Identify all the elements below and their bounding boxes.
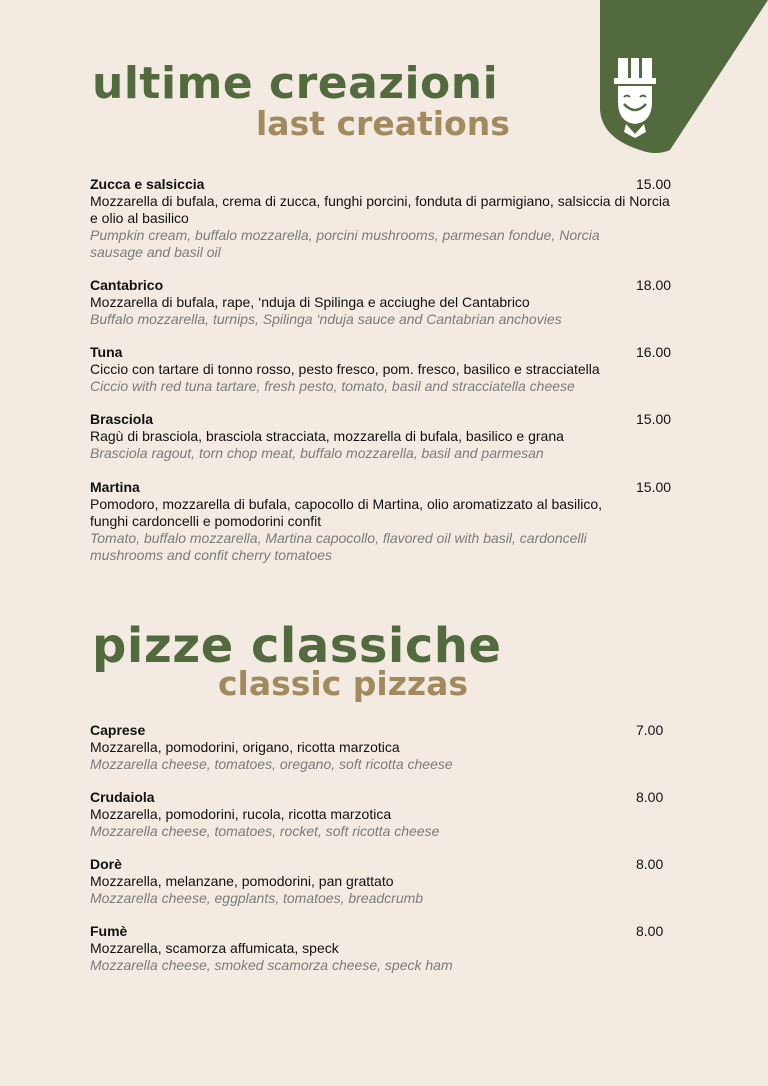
item-price: 15.00 [636, 411, 672, 427]
item-description-english: Tomato, buffalo mozzarella, Martina capocollo, flavored oil with basil, cardoncelli mushrooms and confit cherry tomatoes [90, 530, 587, 563]
item-description: Mozzarella, pomodorini, rucola, ricotta marzotica [90, 806, 392, 822]
item-description: Mozzarella di bufala, rape, ‘nduja di Spilinga e acciughe del Cantabrico [90, 294, 530, 310]
item-description-english: Mozzarella cheese, tomatoes, oregano, soft ricotta cheese [90, 756, 453, 772]
item-price: 8.00 [636, 923, 664, 939]
item-name: Crudaiola [90, 789, 155, 805]
item-description-english: Mozzarella cheese, eggplants, tomatoes, breadcrumb [90, 890, 424, 906]
menu-item [90, 411, 676, 462]
section-title-italian: ultime creazioni [92, 58, 499, 109]
item-name: Brasciola [90, 411, 154, 427]
item-price: 16.00 [636, 344, 672, 360]
menu-item [90, 722, 676, 773]
item-price: 7.00 [636, 722, 664, 738]
item-description: Mozzarella, melanzane, pomodorini, pan grattato [90, 873, 394, 889]
item-price: 8.00 [636, 789, 664, 805]
item-price: 18.00 [636, 277, 672, 293]
item-name: Tuna [90, 344, 123, 360]
item-name: Dorè [90, 856, 122, 872]
item-name: Zucca e salsiccia [90, 176, 205, 192]
section-title-english: last creations [256, 104, 510, 143]
item-description: Mozzarella, pomodorini, origano, ricotta marzotica [90, 739, 400, 755]
item-name: Caprese [90, 722, 146, 738]
item-name: Cantabrico [90, 277, 164, 293]
item-description-english: Pumpkin cream, buffalo mozzarella, porcini mushrooms, parmesan fondue, Norcia sausage and basil oil [90, 227, 600, 260]
menu-item [90, 277, 676, 328]
item-description-english: Buffalo mozzarella, turnips, Spilinga ‘nduja sauce and Cantabrian anchovies [90, 311, 562, 327]
section-title-italian: pizze classiche [92, 618, 502, 674]
item-description-english: Brasciola ragout, torn chop meat, buffalo mozzarella, basil and parmesan [90, 445, 544, 461]
section-heading-classic-pizzas [92, 618, 502, 703]
menu-item [90, 923, 676, 974]
item-description-english: Ciccio with red tuna tartare, fresh pesto, tomato, basil and stracciatella cheese [90, 378, 575, 394]
chef-pizzaiolo-icon [600, 0, 768, 154]
item-price: 8.00 [636, 856, 664, 872]
menu-item [90, 176, 676, 261]
section-heading-last-creations [92, 58, 510, 143]
item-description: Mozzarella di bufala, crema di zucca, funghi porcini, fonduta di parmigiano, salsiccia di Norcia e olio al basilico [90, 193, 670, 226]
menu-item [90, 479, 676, 564]
item-price: 15.00 [636, 176, 672, 192]
menu-item [90, 344, 676, 395]
section-title-english: classic pizzas [218, 664, 469, 703]
item-description: Ciccio con tartare di tonno rosso, pesto fresco, pom. fresco, basilico e stracciatella [90, 361, 600, 377]
item-description-english: Mozzarella cheese, smoked scamorza cheese, speck ham [90, 957, 453, 973]
item-description-english: Mozzarella cheese, tomatoes, rocket, soft ricotta cheese [90, 823, 440, 839]
menu-item [90, 856, 676, 907]
item-price: 15.00 [636, 479, 672, 495]
item-name: Martina [90, 479, 140, 495]
item-name: Fumè [90, 923, 128, 939]
item-description: Pomodoro, mozzarella di bufala, capocollo di Martina, olio aromatizzato al basilico, funghi cardoncelli e pomodorini confit [90, 496, 603, 529]
item-description: Mozzarella, scamorza affumicata, speck [90, 940, 339, 956]
item-description: Ragù di brasciola, brasciola stracciata, mozzarella di bufala, basilico e grana [90, 428, 564, 444]
menu-item [90, 789, 676, 840]
